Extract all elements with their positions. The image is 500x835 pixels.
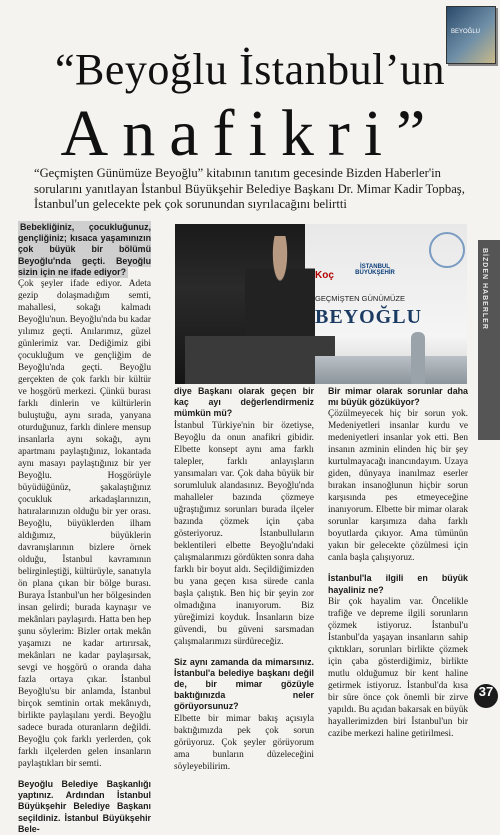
emblem-icon bbox=[429, 232, 465, 268]
podium bbox=[185, 336, 335, 384]
answer-1: Çok şeyler ifade ediyor. Adeta gezip dolaşmadığım semti, mahallesi, sokağı kalmadı Beyoğlu'nun. Beyoğlu'nda bu kadar yılımız geçti. Anılarımız, güzel günlerimiz var. Dediğimiz gibi çocukluğum ve gençliğim de Beyoğlu'nda geçti. Beyoğlu gerçekten de çok farklı bir kültür ve hoşgörü merkezi. Çünkü burası farklı dinlerin ve kültürlerin buluştuğu, aynı sırada, yanyana oturduğunuz, farklı dinlere mensup insanlarla aynı sokağı, aynı apartmanı paylaştığınız, lokantada aynı masayı paylaştığınız bir yer Beyoğlu. Hoşgörüyle büyüdüğünüz, şakalaştığınız çocukluk arkadaşlarınızın, hatıralarınızın olduğu bir yer orası. Beyoğlu, büyüklerden ilham aldığımız, büyüklerin davranışlarının bizlere örnek olduğu, İstanbul kavramının belirginleştiği, kültürüyle, sanatıyla ön plana çıkan bir bölge burası. Buraya İstanbul'un her bölgesinden insan gelirdi; burada kaynaşır ve mekânları paylaşırdı. Hatta ben hep şunu söylerim: Bizler ortak mekân yaşamızı ne kadar artırırsak, mekânları ne kadar paylaşırsak, sevgi ve hoşgörü o oranda daha fazla ortaya çıkar. İstanbul Beyoğlu'su bir anlamda, İstanbul birçok semtinin ortak mekânıydı, birlikte paylaşılanı yerdi. Beyoğlu sadece burada oturanların değildi. Beyoğlu çok farklı yerlerden, çok farklı ilçelerden gelen insanların paylaştıkları bir semti. bbox=[18, 279, 151, 770]
headline-line-2: Anafikri” bbox=[60, 97, 440, 170]
galata-tower bbox=[411, 332, 425, 384]
intro-paragraph: “Geçmişten Günümüze Beyoğlu” kitabının tanıtım gecesinde Bizden Haberler'in sorularını yanıtlayan İstanbul Büyükşehir Belediye Başkanı Dr. Mimar Kadir Topbaş, İstanbul'un gelecekte pek çok sorunundan sıyrılacağını belirtti bbox=[34, 166, 465, 212]
question-1: Bebekliğiniz, çocukluğunuz, gençliğiniz; kısaca yaşamınızın çok büyük bir bölümü Beyoğlu'nda geçti. Beyoğlu sizin için ne ifade ediyor? bbox=[18, 222, 151, 277]
question-3: Siz aynı zamanda da mimarsınız. İstanbul'a belediye başkanı değil de, bir mimar gözüyle baktığınızda neler görüyorsunuz? bbox=[174, 656, 314, 712]
answer-3: Elbette bir mimar bakış açısıyla baktığımızda pek çok sorun görüyoruz. Çok şeyler görüyorum ama bunların düzeleceğini söyleyebilirim. bbox=[174, 713, 314, 772]
headline-line-1: “Beyoğlu İstanbul’un bbox=[54, 45, 446, 94]
city-skyline bbox=[315, 356, 467, 384]
koc-logo: Koç bbox=[315, 270, 334, 281]
column-3 bbox=[328, 386, 468, 740]
banner-subtitle: GEÇMİŞTEN GÜNÜMÜZE bbox=[315, 294, 405, 303]
ibb-logo: İSTANBUL BÜYÜKŞEHİR bbox=[355, 264, 395, 276]
question-2-start: Beyoğlu Belediye Başkanlığı yaptınız. Ardından İstanbul Büyükşehir Belediye Başkanı seçildiniz. İstanbul Büyükşehir Bele- bbox=[18, 779, 151, 834]
banner-title: BEYOĞLU bbox=[315, 306, 423, 328]
answer-5: Bir çok hayalim var. Öncelikle trafiğe ve depreme ilgili sorunların çözmek istiyoruz. İstanbul'u İstanbul'da yaşayan insanların sahip çıktıkları, sorunları birlikte çözmek için çaba gösterdiğimiz, birlikte mutlu olduğumuz bir kent haline getirmek istiyoruz. İstanbul'da kısa bir süre önce çok önemli bir zirve yapıldı. Bu açıdan bakarsak en büyük hayallerimizden biri İstanbul'un bir cazibe merkezi haline getirilmesi. bbox=[328, 596, 468, 739]
event-photo bbox=[175, 224, 467, 384]
column-1 bbox=[18, 222, 151, 835]
book-cover-label: BEYOĞLU bbox=[451, 29, 481, 35]
section-sidebar bbox=[478, 240, 500, 440]
question-2-end: diye Başkanı olarak geçen bir kaç ayı değerlendirmeniz mümkün mü? bbox=[174, 386, 314, 419]
answer-2: İstanbul Türkiye'nin bir özetiyse, Beyoğlu da onun anafikri gibidir. Elbette konsept aynı ama farklı talepler, farklı anlayışların yansımaları var. Çok daha büyük bir sorumluluk alandasınız. Beyoğlu'nda mahalleler bazında çözmeye uğraştığımız sorunları burada ilçeler bazında çözmek için çaba gösteriyoruz. İstanbulluların beklentileri elbette Beyoğlu'ndaki çalışmalarımızı gördükten sonra daha farklı bir boyut aldı. Seçildiğimizden bu yana geçen kısa sürede canla başla çalıştık. Ben hiç bir şeyin zor olmadığına inanıyorum. Biz yüreğimizi koyduk. İnsanların bize güvendi, bu güveni sarsmadan çalışmalarımızı sürdüreceğiz. bbox=[174, 420, 314, 647]
column-2 bbox=[174, 386, 314, 773]
sidebar-label: BİZDEN HABERLER bbox=[481, 248, 488, 330]
question-5: İstanbul'la ilgili en büyük hayaliniz ne? bbox=[328, 573, 468, 595]
page-number: 37 bbox=[474, 684, 498, 708]
question-4: Bir mimar olarak sorunlar daha mı büyük gözüküyor? bbox=[328, 386, 468, 408]
answer-4: Çözülmeyecek hiç bir sorun yok. Medeniyetleri insanlar kurdu ve medeniyetleri insanlar yok etti. Ben insanın azminin elinden hiç bir şey kurtulmayacağı inancındayım. Uzaya giden, dünyaya inanılmaz eserler bırakan insanoğlunun hiçbir sorun karşısında pes etmeyeceğine inanıyorum. Elbette bir mimar olarak sorunlar karşımıza daha farklı boyutlarda çıkıyor. Ama tümünün yakın bir gelecekte çözülmesi için canla başla çalışıyoruz. bbox=[328, 409, 468, 564]
